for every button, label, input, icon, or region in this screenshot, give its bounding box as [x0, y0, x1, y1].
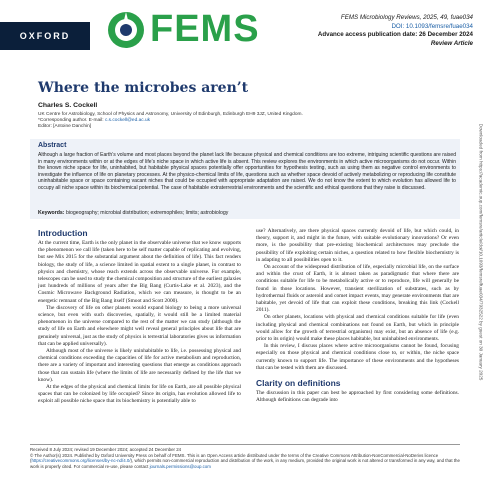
intro-paragraph-7: On other planets, locations with physical and chemical conditions suitable for life (even including physical and chemical combinations not found on Earth, but which in principle would allow for the growth of terrestrial organisms) may exist, but an absence of life (e.g. prior to its origin) would make these places habitable, but uninhabited environments. — [256, 314, 459, 343]
right-column — [256, 228, 459, 374]
copyright-text-2: ), which permits non-commercial reproduction and distribution of the work, in any medium, provided the original work is not altered or transformed in any way, and that the work is properly cited. For commercial re-use, please contact — [30, 458, 460, 469]
clarity-heading: Clarity on definitions — [256, 378, 341, 388]
fems-emblem-icon — [106, 10, 146, 50]
article-title: Where the microbes aren’t — [38, 80, 249, 96]
intro-paragraph-6: On account of the widespread distribution of life, especially microbial life, on the surface and within the crust of Earth, it is almost taken as paradigmatic that where there are conditions suitable for life to be metabolically active or to reproduce, life will generally be found in those locations. However, transient sterilization of substrates, such as by hydrothermal fluids or asteroid and comet impact events, may generate environments that are habitable, yet devoid of life that can exploit these conditions, breaking this link (Cockell 2011). — [256, 264, 459, 314]
email-link[interactable]: c.s.cockell@ed.ac.uk — [104, 118, 151, 124]
license-link[interactable]: https://creativecommons.org/licenses/by-nc-nd/4.0/ — [31, 458, 131, 464]
download-note-text: Downloaded from https://academic.oup.com/femsre/article/doi/10.1093/femsre/fuae034/7932522 by guest on 30 January 2025 — [478, 123, 484, 381]
abstract-heading: Abstract — [38, 142, 67, 149]
received-dates: Received 8 July 2024; revised 19 December 2024; accepted 24 December 24 — [30, 447, 182, 452]
affiliation-text: UK Centre for Astrobiology, School of Physics and Astronomy, University of Edinburgh, Edinburgh EH9 3JZ, United Kingdom. — [38, 112, 303, 117]
doi-link[interactable]: DOI: 10.1093/femsre/fuae034 — [391, 22, 473, 30]
introduction-heading: Introduction — [38, 228, 88, 238]
page-header — [0, 0, 487, 64]
oxford-logo: OXFORD — [0, 22, 90, 50]
copyright-notice — [30, 453, 460, 470]
intro-paragraph-5: use? Alternatively, are there physical spaces currently devoid of life, but which could, in theory, support it, and might in the future, with suitable evolutionary innovations? Or even more, is the possibility that pre-existing biochemical architectures may preclude the possibility of life exploiting certain niches, a question related to how flexible biochemistry is in adapting to all possibilities open to it. — [256, 228, 459, 263]
abstract-text: Although a large fraction of Earth’s volume and most places beyond the planet lack life because physical and chemical conditions are too extreme, intriguing scientific questions are raised in many environments within or at the edges of life’s niche space in which active life is absent. This review explores the environments in which active microorganisms do not occur. Within the known niche space for life, uninhabited, but habitable physical spaces potentially offer opportunities for hypothesis testing, such as using them as negative control environments to investigate the influence of life on planetary processes. At the physico-chemical limits of life, questions such as whether space devoid of actively metabolizing or reproducing life constitute uninhabitable space or space containing vacant niches that could be occupied with appropriate adaptation are raised. We do not know the extent to which evolution has allowed life to occupy all niche space within its biochemical potential. The case of habitable extraterrestrial environments and the scientific and ethical questions that they raise is discussed. — [38, 152, 456, 191]
advance-access-date: Advance access publication date: 26 December 2024 — [317, 31, 473, 38]
intro-paragraph-2: The discovery of life on other planets would expand biology to being a more universal science, but even with such discoveries, spatially, it would still be a limited material phenomenon in the universe compared to the rest of the matter we can study (although the study of life on Earth and elsewhere might well reveal general principles about life that are genuinely universal, just as the study of physics is terrestrial laboratories gives us information that can be applied universally). — [38, 304, 241, 347]
left-column — [38, 240, 241, 440]
journal-citation: FEMS Microbiology Reviews, 2025, 49, fuae034 — [340, 14, 473, 21]
article-type: Review Article — [430, 39, 473, 47]
keywords-list: biogeography; microbial distribution; extremophiles; limits; astrobiology — [65, 210, 229, 216]
clarity-paragraph-1: The discussion in this paper can best be approached by first considering some definitions. Although definitions can degrade into — [256, 390, 459, 404]
journal-meta — [318, 14, 473, 48]
permissions-link[interactable]: journals.permissions@oup.com — [149, 463, 211, 469]
intro-paragraph-1: At the current time, Earth is the only planet in the observable universe that we know supports the phenomenon we call life (taken here to be self matter capable of replicating and evolving, but see Mix 2015 for the substantial argument about the definition of life). This fact renders biology, the study of life, a science limited in spatial extent to a single planet, in contrast to physics and chemistry, whose reach extends across the observable universe. For example, telescopes can be used to study the chemical composition and structure of the earliest galaxies just hundreds of millions of years after the Big Bang (Curtis-Lake et al. 2023), and the Cosmic Microwave Background Radiation, which we can measure, is thought to be an energetic remnant of the Big Bang itself (Smoot and Scott 2000). — [38, 240, 241, 304]
page-footer — [30, 447, 460, 469]
clarity-column — [256, 390, 459, 440]
footer-divider — [30, 444, 460, 445]
fems-logo — [106, 8, 260, 51]
keywords-label: Keywords: — [38, 210, 65, 216]
author-name: Charles S. Cockell — [38, 102, 98, 109]
corresponding-label: *Corresponding author. E-mail: — [38, 118, 105, 124]
editor-line: Editor: [Antoine Danchin] — [38, 124, 92, 130]
intro-paragraph-4: At the edges of the physical and chemical limits for life on Earth, are all possible physical spaces that can be colonized by life occupied? Since its origin, has evolution allowed life to exploit all possible niche space that its biochemistry is potentially able to — [38, 384, 241, 405]
copyright-text: © The Author(s) 2024. Published by Oxford University Press on behalf of FEMS. This is an Open Access article distributed under the terms of the Creative Commons Attribution-NonCommercial-NoDerivs licence ( — [30, 452, 439, 464]
download-side-note — [477, 72, 485, 432]
intro-paragraph-8: In this review, I discuss places where active microorganisms cannot be found, focusing especially on those physical and chemical conditions close to, or within, the niche space currently known to support life. The importance of these environments and the hypotheses that can be tested with them are discussed. — [256, 343, 459, 371]
author-affiliation — [38, 112, 458, 131]
intro-paragraph-3: Although most of the universe is likely uninhabitable to life, i.e. possessing physical and chemical conditions exceeding the capacities of life for active metabolism and reproduction, there are a variety of important and interesting questions that emerge as conditions approach those that can sustain life (where the limits of life are necessarily defined by the life that we know). — [38, 348, 241, 383]
keywords-line — [38, 210, 228, 216]
fems-wordmark: FEMS — [150, 8, 260, 50]
